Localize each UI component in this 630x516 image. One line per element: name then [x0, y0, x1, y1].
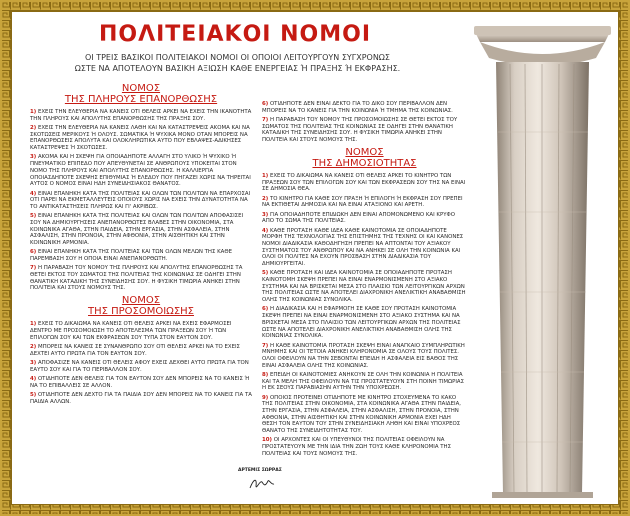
law3-heading: ΝΟΜΟΣ ΤΗΣ ΔΗΜΟΣΙΟΤΗΤΑΣ	[312, 146, 417, 169]
law1-heading: ΝΟΜΟΣ ΤΗΣ ΠΛΗΡΟΥΣ ΕΠΑΝΟΡΘΩΣΗΣ	[64, 83, 218, 105]
list-item: 6) ΟΤΙΔΗΠΟΤΕ ΔΕΝ ΕΙΝΑΙ ΔΕΚΤΟ ΓΙΑ ΤΟ ΔΙΚΟ ΣΟΥ ΠΕΡΙΒΑΛΛΟΝ ΔΕΝ ΜΠΟΡΕΙΣ ΝΑ ΤΟ ΚΑΝΕΙΣ ΓΙΑ ΤΗΝ ΚΟΙΝΩΝΙΑ Ή ΤΜΗΜΑ ΤΗΣ ΚΟΙΝΩΝΙΑΣ.	[262, 101, 453, 114]
law2-list	[30, 321, 252, 405]
list-item: 5) ΟΤΙΔΗΠΟΤΕ ΔΕΝ ΔΕΧΤΟ ΓΙΑ ΤΑ ΠΑΙΔΙΑ ΣΟΥ ΔΕΝ ΜΠΟΡΕΙΣ ΝΑ ΤΟ ΚΑΝΕΙΣ ΓΙΑ ΤΑ ΠΑΙΔΙΑ ΑΛΛΩΝ.	[30, 391, 252, 405]
list-item: 2) ΕΧΕΙΣ ΤΗΝ ΕΛΕΥΘΕΡΙΑ ΝΑ ΚΑΝΕΙΣ ΛΑΘΗ ΚΑΙ ΝΑ ΚΑΤΑΣΤΡΕΨΕΙΣ ΑΚΟΜΑ ΚΑΙ ΝΑ ΣΚΟΤΩΣΕΙΣ ΜΕΡΙΚΟΥΣ Ή ΟΛΟΥΣ. ΣΩΜΑΤΙΚΑ Ή ΨΥΧΙΚΑ ΜΟΝΟ ΟΤΑΝ ΜΠΟΡΕΙΣ ΝΑ ΕΠΑΝΟΡΘΩΣΕΙΣ ΑΠΟΛΥΤΑ ΚΑΙ ΟΛΟΚΛΗΡΩΤΙΚΑ ΑΥΤΟ ΠΟΥ ΕΒΛΑΨΕΣ-ΑΔΙΚΗΣΕΣ ΚΑΤΑΣΤΡΕΨΕΣ Ή ΣΚΟΤΩΣΕΣ.	[30, 125, 250, 152]
subtitle-line-2: ΩΣΤΕ ΝΑ ΑΠΟΤΕΛΟΥΝ ΒΑΣΙΚΗ ΑΞΙΩΣΗ ΚΑΘΕ ΕΝΕΡΓΕΙΑΣ Ή ΠΡΑΞΗΣ Ή ΕΚΦΡΑΣΗΣ.	[74, 64, 401, 73]
list-item: 1) ΕΧΕΙΣ ΤΟ ΔΙΚΑΙΩΜΑ ΝΑ ΚΑΝΕΙΣ ΟΤΙ ΘΕΛΕΙΣ ΑΡΚΕΙ ΤΟ ΚΙΝΗΤΡΟ ΤΩΝ ΠΡΑΞΕΩΝ ΣΟΥ ΤΩΝ ΕΠΙΛΟΓΩΝ ΣΟΥ ΚΑΙ ΤΩΝ ΕΚΦΡΑΣΕΩΝ ΣΟΥ ΤΗΣ ΝΑ ΕΙΝΑΙ ΣΕ ΔΗΜΟΣΙΑ ΘΕΑ.	[262, 172, 466, 193]
list-item: 3) ΓΙΑ ΟΠΟΙΑΔΗΠΟΤΕ ΕΠΙΔΙΩΚΗ ΔΕΝ ΕΙΝΑΙ ΑΠΟΜΟΝΩΜΕΝΟ ΚΑΙ ΚΡΥΦΟ ΑΠΟ ΤΟ ΣΩΜΑ ΤΗΣ ΠΟΛΙΤΕΙΑΣ.	[262, 211, 455, 225]
list-item: 5) ΚΑΘΕ ΠΡΟΤΑΣΗ ΚΑΙ ΙΔΕΑ ΚΑΙΝΟΤΟΜΙΑ ΣΕ ΟΠΟΙΑΔΗΠΟΤΕ ΠΡΟΤΑΣΗ ΚΑΙΝΟΤΟΜΗ ΣΚΕΨΗ ΠΡΕΠΕΙ ΝΑ ΕΙΝΑΙ ΕΝΑΡΜΟΝΙΣΜΕΝΗ ΣΤΟ ΑΞΙΑΚΟ ΣΥΣΤΗΜΑ ΚΑΙ ΝΑ ΒΡΙΣΚΕΤΑΙ ΜΕΣΑ ΣΤΟ ΠΛΑΙΣΙΟ ΤΩΝ ΛΕΙΤΟΥΡΓΙΚΩΝ ΑΡΧΩΝ ΤΗΣ ΠΟΛΙΤΕΙΑΣ ΩΣΤΕ ΝΑ ΑΠΟΤΕΛΕΙ ΔΙΑΧΡΟΝΙΚΗ ΑΝΕΛΙΚΤΙΚΗ ΑΝΑΒΑΘΜΙΣΗ ΟΛΗΣ ΤΗΣ ΚΟΙΝΩΝΙΑΣ ΣΥΝΟΛΙΚΑ.	[262, 270, 466, 304]
list-item: 8) ΕΠΕΙΔΗ ΟΙ ΚΑΙΝΟΤΟΜΙΕΣ ΑΝΗΚΟΥΝ ΣΕ ΟΛΗ ΤΗΝ ΚΟΙΝΩΝΙΑ Η ΠΟΛΙΤΕΙΑ ΚΑΙ ΤΑ ΜΕΛΗ ΤΗΣ ΟΦΕΙΛΟΥΝ ΝΑ ΤΙΣ ΠΡΟΣΤΑΤΕΥΟΥΝ ΣΤΗ ΠΟΙΝΗ ΤΙΜΩΡΙΑΣ Η ΕΚ ΣΕΟΥΣ ΠΑΡΑΒΙΑΣΗΝ ΑΥΤΗΝ ΤΗΝ ΥΠΟΧΡΕΩΣΗ.	[262, 371, 465, 392]
signature-name: ΑΡΤΕΜΙΣ ΣΩΡΡΑΣ	[238, 468, 282, 473]
law2-list-continued	[262, 101, 467, 144]
subtitle-line-1: ΟΙ ΤΡΕΙΣ ΒΑΣΙΚΟΙ ΠΟΛΙΤΕΙΑΚΟΙ ΝΟΜΟΙ ΟΙ ΟΠΟΙΟΙ ΛΕΙΤΟΥΡΓΟΥΝ ΣΥΓΧΡΟΝΩΣ	[85, 53, 390, 62]
list-item: 9) ΟΠΟΙΟΣ ΠΡΟΤΕΙΝΕΙ ΟΤΙΔΗΠΟΤΕ ΜΕ ΚΙΝΗΤΡΟ ΣΤΟΧΕΥΜΕΝΑ ΤΟ ΚΑΚΟ ΤΗΣ ΠΟΛΙΤΕΙΑΣ ΣΤΗΝ ΟΙΚΟΝΟΜΙΑ, ΣΤΑ ΚΟΙΝΩΝΙΚΑ ΑΓΑΘΑ ΣΤΗΝ ΠΑΙΔΕΙΑ, ΣΤΗΝ ΕΡΓΑΣΙΑ, ΣΤΗΝ ΑΣΦΑΛΕΙΑ, ΣΤΗΝ ΑΣΦΑΛΙΣΗ, ΣΤΗΝ ΠΡΟΝΟΙΑ, ΣΤΗΝ ΑΦΘΟΝΙΑ, ΣΤΗΝ ΑΙΣΘΗΤΙΚΗ ΚΑΙ ΣΤΗΝ ΚΟΙΝΩΝΙΚΗ ΑΡΜΟΝΙΑ ΕΧΕΙ ΗΔΗ ΘΕΣΗ ΤΟΝ ΕΑΥΤΟΝ ΤΟΥ ΣΤΗΝ ΣΥΝΕΙΔΗΣΙΑΚΗ ΛΗΘΗ ΚΑΙ ΕΙΝΑΙ ΥΠΟΧΡΕΟΣ ΘΑΝΑΤΟ ΤΗΣ ΣΥΝΕΙΔΗΤΟΤΗΤΑΣ ΤΟΥ.	[262, 394, 461, 435]
left-column	[30, 80, 252, 408]
page-title: ΠΟΛΙΤΕΙΑΚΟΙ ΝΟΜΟΙ	[98, 22, 372, 47]
list-item: 1) ΕΧΕΙΣ ΤΟ ΔΙΚΑΙΩΜΑ ΝΑ ΚΑΝΕΙΣ ΟΤΙ ΘΕΛΕΙΣ ΑΡΚΕΙ ΝΑ ΕΧΕΙΣ ΕΦΑΡΜΟΣΕΙ ΔΕΝΤΡΟ ΜΕ ΠΡΟΣΟΜΟΙΩΣΗ ΤΟ ΑΠΟΤΕΛΕΣΜΑ ΤΩΝ ΠΡΑΞΕΩΝ ΣΟΥ Ή ΤΩΝ ΕΠΙΛΟΓΩΝ ΣΟΥ ΚΑΙ ΤΩΝ ΕΚΦΡΑΣΕΩΝ ΣΟΥ ΤΥΠΑ ΣΤΟΝ ΕΑΥΤΟΝ ΣΟΥ.	[30, 321, 232, 341]
signature-mark	[248, 476, 276, 492]
doric-column-image	[470, 22, 615, 502]
list-item: 3) ΑΚΟΜΑ ΚΑΙ Η ΣΚΕΨΗ ΓΙΑ ΟΠΟΙΑΔΗΠΟΤΕ ΑΛΛΑΓΗ ΣΤΟ ΥΛΙΚΟ Ή ΨΥΧΙΚΟ Ή ΠΝΕΥΜΑΤΙΚΟ ΕΠΙΠΕΔΟ ΠΟΥ ΑΠΕΥΘΥΝΕΤΑΙ ΣΕ ΑΝΘΡΩΠΟΥΣ ΥΠΟΚΕΙΤΑΙ ΣΤΟΝ ΝΟΜΟ ΤΗΣ ΠΛΗΡΟΥΣ ΚΑΙ ΑΠΟΛΥΤΗΣ ΕΠΑΝΟΡΘΩΣΗΣ. Η ΚΑΛΛΙΕΡΓΙΑ ΟΠΟΙΑΣΔΗΠΟΤΕ ΣΚΕΨΗΣ ΕΠΙΘΥΜΙΑΣ Ή ΕΛΕΔΟΥ ΠΟΥ ΠΗΓΑΖΕΙ ΧΩΡΙΣ ΝΑ ΤΗΡΕΙΤΑΙ ΑΥΤΟΣ Ο ΝΟΜΟΣ ΕΙΝΑΙ ΗΔΗ ΣΥΝΕΙΔΗΣΙΑΚΟΣ ΘΑΝΑΤΟΣ.	[30, 154, 251, 188]
list-item: 10) ΟΙ ΑΡΧΟΝΤΕΣ ΚΑΙ ΟΙ ΥΠΕΥΘΥΝΟΙ ΤΗΣ ΠΟΛΙΤΕΙΑΣ ΟΦΕΙΛΟΥΝ ΝΑ ΠΡΟΣΤΑΤΕΥΟΥΝ ΜΕ ΤΗΝ ΙΔΙΑ ΤΗΝ ΖΩΗ ΤΟΥΣ ΚΑΘΕ ΚΛΗΡΟΝΟΜΙΑ ΤΗΣ ΠΟΛΙΤΕΙΑΣ ΚΑΙ ΤΟΥΣ ΝΟΜΟΥΣ ΤΗΣ.	[262, 437, 451, 457]
list-item: 4) ΚΑΘΕ ΠΡΟΤΑΣΗ ΚΑΘΕ ΙΔΕΑ ΚΑΘΕ ΚΑΙΝΟΤΟΜΙΑ ΣΕ ΟΠΟΙΑΔΗΠΟΤΕ ΜΟΡΦΗ ΤΗΣ ΤΕΧΝΟΛΟΓΙΑΣ ΤΗΣ ΕΠΙΣΤΗΜΗΣ ΤΗΣ ΤΕΧΝΗΣ ΟΙ ΚΑΙ ΚΑΝΟΝΕΣ ΝΟΜΟΙ ΔΙΑΔΙΚΑΣΙΑ ΚΑΘΟΔΗΓΗΣΗ ΠΡΕΠΕΙ ΝΑ ΑΠΤΟΝΤΑΙ ΤΟΥ ΑΞΙΑΚΟΥ ΣΥΣΤΗΜΑΤΟΣ ΤΟΥ ΑΝΘΡΩΠΟΥ ΚΑΙ ΝΑ ΑΝΗΚΕΙ ΣΕ ΟΛΗ ΤΗΝ ΚΟΙΝΩΝΙΑ ΚΑΙ ΟΛΟΙ ΟΙ ΠΟΛΙΤΕΣ ΝΑ ΕΧΟΥΝ ΠΡΟΣΒΑΣΗ ΣΤΗΝ ΔΙΑΔΙΚΑΣΙΑ ΤΟΥ ΔΗΜΙΟΥΡΓΕΙΤΑΙ.	[262, 227, 464, 268]
list-item: 7) Η ΚΑΘΕ ΚΑΙΝΟΤΟΜΙΑ ΠΡΟΤΑΣΗ ΣΚΕΨΗ ΕΙΝΑΙ ΑΝΑΓΚΑΙΟ ΣΥΜΠΛΗΡΩΤΙΚΗ ΜΝΗΜΗΣ ΚΑΙ ΟΙ ΤΕΤΟΙΑ ΑΝΗΚΕΙ ΚΛΗΡΟΝΟΜΙΑ ΣΕ ΟΛΟΥΣ ΤΟΥΣ ΠΟΛΙΤΕΣ. ΟΛΟΙ ΟΦΕΙΛΟΥΝ ΝΑ ΤΗΝ ΣΕΒΟΝΤΑΙ ΕΠΕΙΔΗ Η ΑΣΦΑΛΕΙΑ ΕΙΣ ΒΑΘΟΣ ΤΗΣ ΕΙΝΑΙ ΑΣΦΑΛΕΙΑ ΟΛΗΣ ΤΗΣ ΚΟΙΝΩΝΙΑΣ.	[262, 342, 465, 369]
list-item: 2) ΜΠΟΡΕΙΣ ΝΑ ΚΑΝΕΙΣ ΣΕ ΣΥΝΑΝΘΡΩΠΟ ΣΟΥ ΟΤΙ ΘΕΛΕΙΣ ΑΡΚΕΙ ΝΑ ΤΟ ΕΧΕΙΣ ΔΕΧΤΕΙ ΑΥΤΟ ΠΡΩΤΑ ΓΙΑ ΤΟΝ ΕΑΥΤΟΝ ΣΟΥ.	[30, 343, 240, 357]
law2-heading: ΝΟΜΟΣ ΤΗΣ ΠΡΟΣΟΜΟΙΩΣΗΣ	[88, 295, 194, 318]
list-item: 7) Η ΠΑΡΑΒΑΣΗ ΤΟΥ ΝΟΜΟΥ ΤΗΣ ΠΡΟΣΟΜΟΙΩΣΗΣ ΣΕ ΘΕΤΕΙ ΕΚΤΟΣ ΤΟΥ ΣΩΜΑΤΟΣ ΤΗΣ ΠΟΛΙΤΕΙΑΣ ΤΗΣ ΚΟΙΝΩΝΙΑΣ ΣΕ ΟΔΗΓΕΙ ΣΤΗΝ ΘΑΝΑΤΙΚΗ ΚΑΤΑΔΙΚΗ ΤΗΣ ΣΥΝΕΙΔΗΣΗΣ ΣΟΥ. Η ΦΥΣΙΚΗ ΤΙΜΩΡΙΑ ΑΝΗΚΕΙ ΣΤΗΝ ΠΟΛΙΤΕΙΑ ΚΑΙ ΣΤΟΥΣ ΝΟΜΟΥΣ ΤΗΣ.	[262, 117, 458, 144]
list-item: 4) ΕΙΝΑΙ ΕΠΑΝΗΚΗ ΚΑΤΑ ΤΗΣ ΠΟΛΙΤΕΙΑΣ ΚΑΙ ΟΛΩΝ ΤΩΝ ΠΟΛΙΤΩΝ ΝΑ ΕΠΑΡΧΟΣΑΙ ΟΤΙ ΠΑΡΕΙ ΝΑ ΕΚΜΕΤΑΛΛΕΥΤΕΙΣ ΟΠΟΙΟΥΣ ΧΩΡΙΣ ΝΑ ΕΧΕΙΣ ΤΗΝ ΔΥΝΑΤΟΤΗΤΑ ΝΑ ΤΟ ΑΝΤΙΚΑΤΑΣΤΗΣΕΙΣ ΠΛΗΡΩΣ ΚΑΙ ΓΙ' ΑΚΡΙΒΩΣ.	[30, 190, 251, 210]
list-item: 6) ΕΙΝΑΙ ΕΠΑΝΗΚΗ ΚΑΤΑ ΤΗΣ ΠΟΛΙΤΕΙΑΣ ΚΑΙ ΤΩΝ ΟΛΩΝ ΜΕΛΩΝ ΤΗΣ ΚΑΘΕ ΠΑΡΕΜΒΑΣΗ ΣΟΥ Η ΟΠΟΙΑ ΕΙΝΑΙ ΑΝΕΠΑΝΟΡΘΩΤΗ.	[30, 249, 232, 263]
list-item: 6) Η ΔΙΑΔΙΚΑΣΙΑ ΚΑΙ Η ΕΦΑΡΜΟΓΗ ΣΕ ΚΑΘΕ ΣΟΥ ΠΡΟΤΑΣΗ ΚΑΙΝΟΤΟΜΙΑ ΣΚΕΨΗ ΠΡΕΠΕΙ ΝΑ ΕΙΝΑΙ ΕΝΑΡΜΟΝΙΣΜΕΝΗ ΣΤΟ ΑΞΙΑΚΟ ΣΥΣΤΗΜΑ ΚΑΙ ΝΑ ΒΡΙΣΚΕΤΑΙ ΜΕΣΑ ΣΤΟ ΠΛΑΙΣΙΟ ΤΩΝ ΛΕΙΤΟΥΡΓΙΚΩΝ ΑΡΧΩΝ ΤΗΣ ΠΟΛΙΤΕΙΑΣ ΩΣΤΕ ΝΑ ΑΠΟΤΕΛΕΙ ΔΙΑΧΡΟΝΙΚΗ ΑΝΕΛΙΚΤΙΚΗ ΑΝΑΒΑΘΜΙΣΗ ΟΛΗΣ ΤΗΣ ΚΟΙΝΩΝΙΑΣ ΣΥΝΟΛΙΚΑ.	[262, 306, 461, 340]
law1-list	[30, 109, 252, 292]
right-column	[262, 101, 467, 460]
list-item: 1) ΕΧΕΙΣ ΤΗΝ ΕΛΕΥΘΕΡΙΑ ΝΑ ΚΑΝΕΙΣ ΟΤΙ ΘΕΛΕΙΣ ΑΡΚΕΙ ΝΑ ΕΧΕΙΣ ΤΗΝ ΙΚΑΝΟΤΗΤΑ ΤΗΝ ΠΛΗΡΟΥΣ ΚΑΙ ΑΠΟΛΥΤΗΣ ΕΠΑΝΟΡΘΩΣΗΣ ΤΗΣ ΠΡΑΞΗΣ ΣΟΥ.	[30, 109, 252, 122]
law3-list	[262, 173, 467, 458]
list-item: 7) Η ΠΑΡΑΒΑΣΗ ΤΟΥ ΝΟΜΟΥ ΤΗΣ ΠΛΗΡΟΥΣ ΚΑΙ ΑΠΟΛΥΤΗΣ ΕΠΑΝΟΡΘΩΣΗΣ ΤΑ ΘΕΤΕΙ ΕΚΤΟΣ ΤΟΥ ΣΩΜΑΤΟΣ ΤΗΣ ΠΟΛΙΤΕΙΑΣ ΤΗΣ ΚΟΙΝΩΝΙΑΣ ΣΕ ΟΔΗΓΕΙ ΣΤΗΝ ΘΑΝΑΤΙΚΗ ΚΑΤΑΔΙΚΗ ΤΗΣ ΣΥΝΕΙΔΗΣΗΣ ΣΟΥ. Η ΦΥΣΙΚΗ ΤΙΜΩΡΙΑ ΑΝΗΚΕΙ ΣΤΗΝ ΠΟΛΙΤΕΙΑ ΚΑΙ ΣΤΟΥΣ ΝΟΜΟΥΣ ΤΗΣ.	[30, 265, 243, 292]
list-item: 3) ΑΠΟΦΑΣΙΖΕ ΝΑ ΚΑΝΕΙΣ ΟΤΙ ΘΕΛΕΙΣ ΑΦΟΥ ΕΧΕΙΣ ΔΕΧΘΕΙ ΑΥΤΟ ΠΡΩΤΑ ΓΙΑ ΤΟΝ ΕΑΥΤΟ ΣΟΥ ΚΑΙ ΓΙΑ ΤΟ ΠΕΡΙΒΑΛΛΟΝ ΣΟΥ.	[30, 359, 249, 373]
list-item: 4) ΟΤΙΔΗΠΟΤΕ ΔΕΝ ΘΕΛΕΙΣ ΓΙΑ ΤΟΝ ΕΑΥΤΟΝ ΣΟΥ ΔΕΝ ΜΠΟΡΕΙΣ ΝΑ ΤΟ ΚΑΝΕΙΣ Ή ΝΑ ΤΟ ΕΠΙΒΑΛΛΕΙΣ ΣΕ ΑΛΛΟΝ.	[30, 375, 250, 389]
list-item: 2) ΤΟ ΚΙΝΗΤΡΟ ΓΙΑ ΚΑΘΕ ΣΟΥ ΠΡΑΞΗ Ή ΕΠΙΛΟΓΗ Ή ΕΚΦΡΑΣΗ ΣΟΥ ΠΡΕΠΕΙ ΝΑ ΕΚΤΙΘΕΤΑΙ ΔΗΜΟΣΙΑ ΚΑΙ ΝΑ ΕΙΝΑΙ ΑΤΑΞΙΟΝΟ ΚΑΙ ΑΡΕΤΗ.	[262, 195, 463, 209]
list-item: 5) ΕΙΝΑΙ ΕΠΑΝΗΚΗ ΚΑΤΑ ΤΗΣ ΠΟΛΙΤΕΙΑΣ ΚΑΙ ΟΛΩΝ ΤΩΝ ΠΟΛΙΤΩΝ ΑΠΟΦΑΣΙΣΕΙ ΣΟΥ ΝΑ ΔΗΜΙΟΥΡΓΗΣΕΙΣ ΑΝΕΠΑΝΟΡΘΩΤΕΣ ΒΛΑΒΕΣ ΣΤΗΝ ΟΙΚΟΝΟΜΙΑ, ΣΤΑ ΚΟΙΝΩΝΙΚΑ ΑΓΑΘΑ, ΣΤΗΝ ΠΑΙΔΕΙΑ, ΣΤΗΝ ΕΡΓΑΣΙΑ, ΣΤΗΝ ΑΣΦΑΛΕΙΑ, ΣΤΗΝ ΑΣΦΑΛΙΣΗ, ΣΤΗΝ ΠΡΟΝΟΙΑ, ΣΤΗΝ ΑΦΘΟΝΙΑ, ΣΤΗΝ ΑΙΣΘΗΤΙΚΗ ΚΑΙ ΣΤΗΝ ΚΟΙΝΩΝΙΚΗ ΑΡΜΟΝΙΑ.	[30, 213, 244, 247]
